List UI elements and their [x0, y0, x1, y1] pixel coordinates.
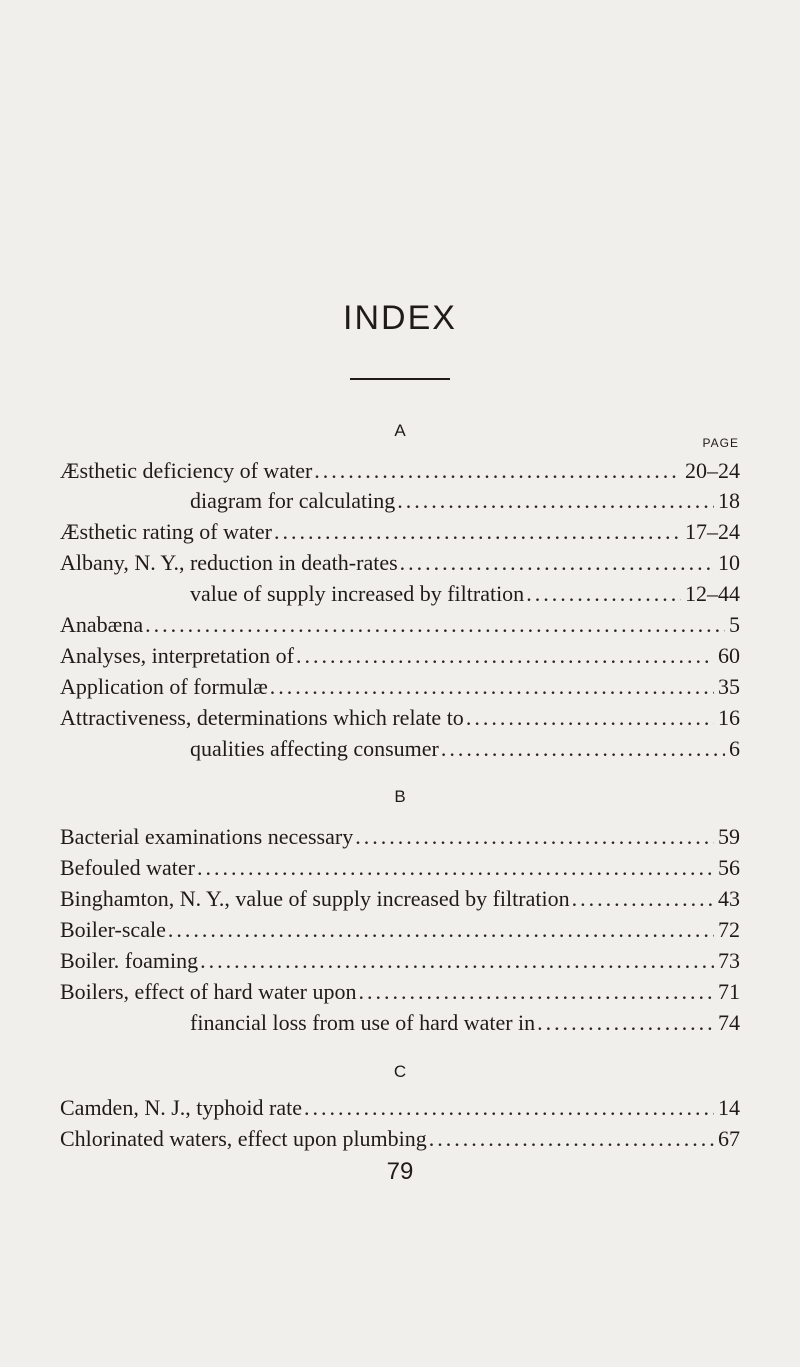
leader-dots — [526, 579, 681, 609]
entry-term: Boilers, effect of hard water upon — [60, 979, 357, 1004]
entry-term: Binghamton, N. Y., value of supply increased by filtration — [60, 886, 570, 911]
entry-page: 5 — [729, 612, 740, 637]
section-letter-b: B — [394, 787, 406, 806]
page-column-label: PAGE — [702, 436, 739, 450]
leader-dots — [296, 641, 714, 671]
leader-dots — [441, 734, 725, 764]
index-entry — [60, 672, 740, 702]
title-rule — [350, 378, 450, 380]
entry-term: financial loss from use of hard water in — [190, 1010, 536, 1035]
entry-page: 59 — [718, 824, 740, 849]
index-entry — [60, 610, 740, 640]
index-entry — [60, 641, 740, 671]
index-entry — [60, 946, 740, 976]
leader-dots — [145, 610, 725, 640]
entry-page: 16 — [718, 705, 740, 730]
index-entry — [60, 1124, 740, 1154]
index-entry — [60, 548, 740, 578]
leader-dots — [168, 915, 714, 945]
entry-page: 74 — [718, 1010, 740, 1035]
leader-dots — [397, 486, 714, 516]
entry-term: Bacterial examinations necessary — [60, 824, 354, 849]
entry-page: 71 — [718, 979, 740, 1004]
page-title: INDEX — [343, 299, 457, 337]
leader-dots — [466, 703, 714, 733]
entry-page: 14 — [718, 1095, 740, 1120]
entry-term: value of supply increased by filtration — [190, 581, 525, 606]
section-letter-c: C — [393, 1062, 407, 1081]
entry-term: Analyses, interpretation of — [60, 643, 294, 668]
entry-term: qualities affecting consumer — [190, 736, 439, 761]
entry-term: Albany, N. Y., reduction in death-rates — [60, 550, 398, 575]
index-entry — [60, 703, 740, 733]
index-subentry — [190, 579, 740, 609]
entry-term: Æsthetic rating of water — [60, 519, 272, 544]
entry-term: Attractiveness, determinations which relate to — [60, 705, 464, 730]
leader-dots — [200, 946, 714, 976]
entry-page: 43 — [718, 886, 740, 911]
index-entry — [60, 1093, 740, 1123]
entry-page: 6 — [729, 736, 740, 761]
entry-page: 35 — [718, 674, 740, 699]
page-number: 79 — [386, 1158, 414, 1185]
entry-term: Anabæna — [60, 612, 144, 637]
leader-dots — [358, 977, 714, 1007]
entry-term: Camden, N. J., typhoid rate — [60, 1095, 302, 1120]
index-entry — [60, 884, 740, 914]
leader-dots — [572, 884, 714, 914]
section-letter-a: A — [394, 421, 406, 440]
index-entry — [60, 822, 740, 852]
entry-page: 18 — [718, 488, 740, 513]
index-subentry — [190, 734, 740, 764]
entry-term: diagram for calculating — [190, 488, 396, 513]
index-entry — [60, 915, 740, 945]
index-entry — [60, 517, 740, 547]
entry-term: Æsthetic deficiency of water — [60, 458, 313, 483]
leader-dots — [314, 456, 681, 486]
index-subentry — [190, 1008, 740, 1038]
entry-page: 60 — [718, 643, 740, 668]
entry-page: 56 — [718, 855, 740, 880]
entry-page: 20–24 — [685, 458, 740, 483]
leader-dots — [197, 853, 714, 883]
entry-term: Chlorinated waters, effect upon plumbing — [60, 1126, 427, 1151]
entry-term: Application of formulæ — [60, 674, 268, 699]
leader-dots — [304, 1093, 714, 1123]
entry-term: Befouled water — [60, 855, 195, 880]
index-subentry — [190, 486, 740, 516]
leader-dots — [429, 1124, 714, 1154]
entry-page: 67 — [718, 1126, 740, 1151]
leader-dots — [537, 1008, 714, 1038]
entry-page: 72 — [718, 917, 740, 942]
leader-dots — [400, 548, 714, 578]
entry-page: 12–44 — [685, 581, 740, 606]
entry-page: 73 — [718, 948, 740, 973]
index-entry — [60, 977, 740, 1007]
index-entry — [60, 853, 740, 883]
entry-page: 10 — [718, 550, 740, 575]
leader-dots — [274, 517, 681, 547]
entry-term: Boiler-scale — [60, 917, 166, 942]
entry-term: Boiler. foaming — [60, 948, 199, 973]
leader-dots — [270, 672, 714, 702]
entry-page: 17–24 — [685, 519, 740, 544]
index-entry — [60, 456, 740, 486]
leader-dots — [355, 822, 714, 852]
